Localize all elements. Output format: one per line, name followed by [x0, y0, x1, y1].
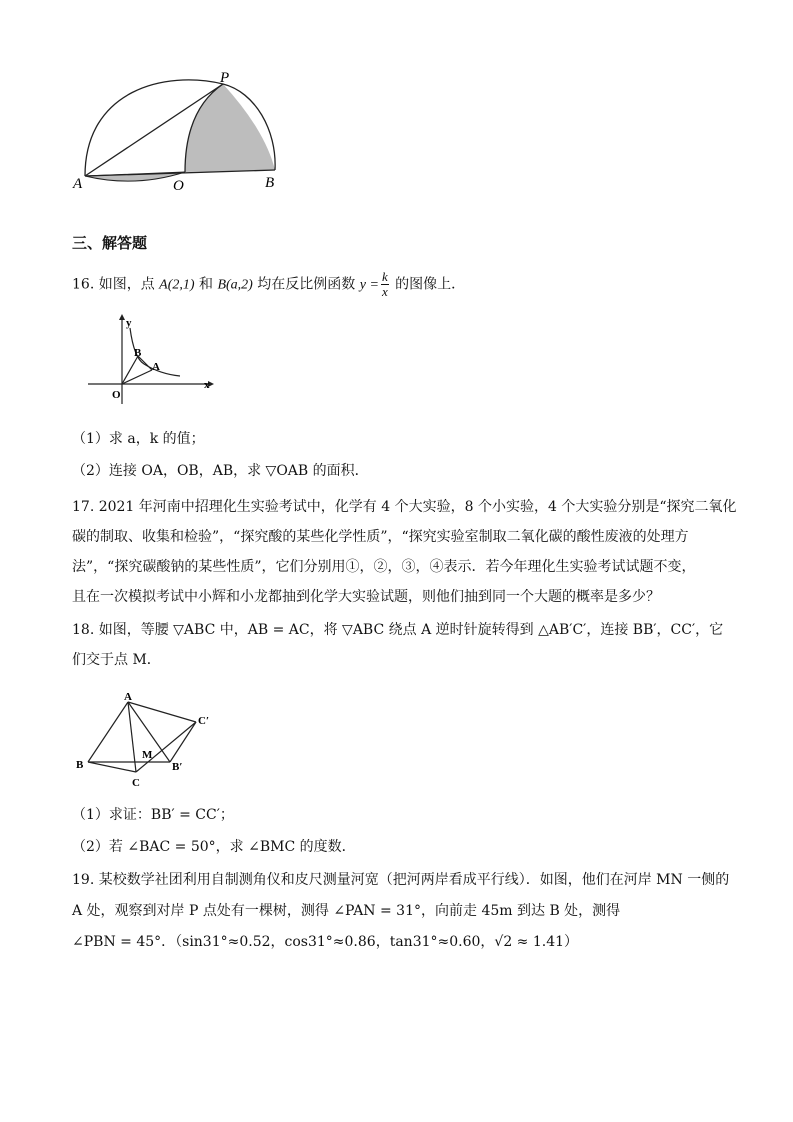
label-o: O [112, 389, 121, 401]
q16-fn-lhs: y = [359, 277, 379, 293]
label-b: B [76, 759, 84, 771]
seg-bc-prime [170, 722, 196, 762]
q17-line-3: 法”，“探究碳酸钠的某些性质”，它们分别用①，②，③，④表示．若今年理化生实验考试试题不变， [72, 559, 696, 575]
label-c: C [132, 777, 140, 789]
q19-line-1: 19. 某校数学社团利用自制测角仪和皮尺测量河宽（把河两岸看成平行线）．如图，他们在河岸 MN 一侧的 [72, 872, 730, 888]
q17-line-2: 碳的制取、收集和检验”，“探究酸的某些化学性质”，“探究实验室制取二氧化碳的酸性废液的处理方 [72, 529, 689, 545]
q16-part2: （2）连接 OA，OB，AB，求 ▽OAB 的面积． [72, 463, 369, 479]
q18-part1: （1）求证：BB′ = CC′； [72, 807, 234, 823]
seg-bc [88, 762, 136, 772]
shaded-region-right [185, 84, 275, 172]
label-b: B [134, 347, 142, 359]
q19-line-2: A 处，观察到对岸 P 点处有一棵树，测得 ∠PAN = 31°，向前走 45m 到达 B 处，测得 [72, 903, 621, 919]
label-b-prime: B′ [172, 761, 183, 773]
q16-part1: （1）求 a，k 的值； [72, 431, 205, 447]
q17-line-4: 且在一次模拟考试中小辉和小龙都抽到化学大实验试题，则他们抽到同一个大题的概率是多少？ [72, 589, 660, 605]
label-o: O [173, 178, 184, 194]
q16-frac-den: x [381, 284, 388, 299]
semicircle-figure [65, 70, 295, 200]
section-title: 三、解答题 [72, 234, 148, 252]
label-a: A [73, 176, 83, 192]
q16-intro: 16. 如图，点 [72, 276, 160, 293]
label-b: B [265, 175, 275, 191]
label-m: M [142, 749, 153, 761]
label-c-prime: C′ [198, 715, 210, 727]
q17-line-1: 17. 2021 年河南中招理化生实验考试中，化学有 4 个大实验，8 个小实验，4 个大实验分别是“探究二氧化 [72, 499, 737, 515]
seg-cc-prime [136, 722, 196, 772]
q18-figure [72, 690, 232, 790]
q18-line-1: 18. 如图，等腰 ▽ABC 中，AB = AC，将 ▽ABC 绕点 A 逆时针旋转得到 △AB′C′，连接 BB′，CC′，它 [72, 622, 724, 638]
q19-line-3: ∠PBN = 45°．（sin31°≈0.52，cos31°≈0.86，tan31°≈0.60，√2 ≈ 1.41） [72, 934, 579, 950]
q16-tail: 的图像上． [390, 276, 466, 293]
q16-frac-num: k [381, 269, 388, 284]
label-x: x [204, 379, 210, 391]
q16-and: 和 [194, 276, 218, 293]
label-a: A [124, 691, 132, 703]
q18-line-2: 们交于点 M． [72, 652, 161, 668]
label-a: A [152, 361, 160, 373]
q16-point-b: B(a,2) [217, 277, 253, 293]
seg-ab [88, 702, 128, 762]
q16-stem [72, 270, 465, 299]
q16-fraction [381, 270, 389, 299]
q16-point-a: A(2,1) [159, 277, 195, 293]
y-axis-arrow [119, 314, 125, 320]
q16-mid: 均在反比例函数 [252, 276, 360, 293]
q18-part2: （2）若 ∠BAC = 50°，求 ∠BMC 的度数． [72, 839, 356, 855]
q16-figure [80, 312, 220, 407]
label-y: y [126, 317, 132, 329]
diameter-ab [85, 170, 275, 176]
seg-ac-prime [128, 702, 196, 722]
label-p: P [220, 70, 230, 86]
